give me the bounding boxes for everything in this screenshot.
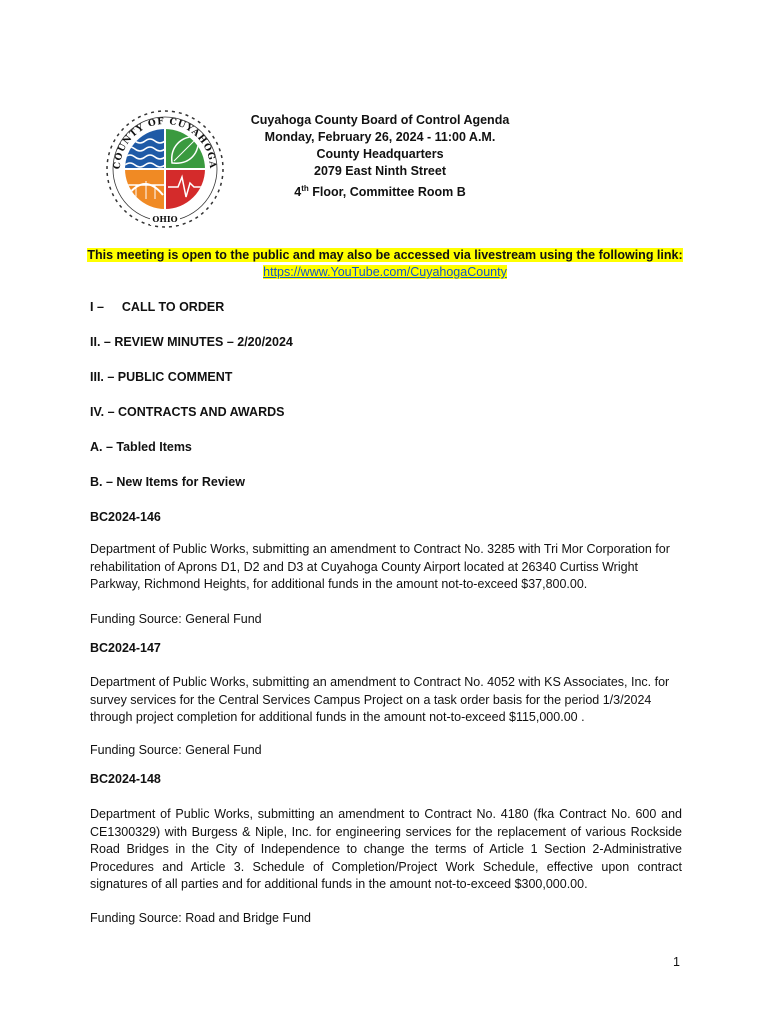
seal-top-text: COUNTY OF CUYAHOGA	[112, 116, 218, 170]
seal-bottom-text: OHIO	[152, 214, 178, 224]
meeting-address: 2079 East Ninth Street	[314, 164, 446, 178]
meeting-floor: 4th Floor, Committee Room B	[294, 184, 466, 200]
section-public-comment: III. – PUBLIC COMMENT	[90, 370, 233, 384]
section-call-to-order: I – CALL TO ORDER	[90, 300, 225, 314]
notice-text: This meeting is open to the public and may also be accessed via livestream using the following link:	[87, 248, 683, 262]
agenda-title: Cuyahoga County Board of Control Agenda	[250, 113, 510, 127]
meeting-date-time: Monday, February 26, 2024 - 11:00 A.M.	[264, 130, 496, 144]
section-tabled-items: A. – Tabled Items	[90, 440, 192, 454]
item-description: Department of Public Works, submitting an amendment to Contract No. 3285 with Tri Mor Corporation for rehabilitation of Aprons D1, D2 and D3 at Cuyahoga County Airport located at 26340 Curtiss Wright Parkway, Richmond Heights, for additional funds in the amount not-to-exceed $37,800.00.	[90, 542, 670, 591]
page-number: 1	[673, 955, 680, 969]
item-funding: Funding Source: General Fund	[90, 743, 262, 757]
section-new-items: B. – New Items for Review	[90, 475, 245, 489]
item-description: Department of Public Works, submitting an amendment to Contract No. 4180 (fka Contract No. 600 and CE1300329) with Burgess & Niple, Inc. for engineering services for the replacement of various Rockside Road Bridges in the City of Independence to change the terms of Article 1 Section 2-Administrative Procedures and Article 3. Schedule of Completion/Project Work Schedule, effective upon contract signatures of all parties and for additional funds in the amount not-to-exceed $300,000.00.	[90, 807, 682, 891]
livestream-link[interactable]: https://www.YouTube.com/CuyahogaCounty	[263, 265, 507, 279]
item-funding: Funding Source: Road and Bridge Fund	[90, 911, 311, 925]
section-review-minutes: II. – REVIEW MINUTES – 2/20/2024	[90, 335, 293, 349]
item-description: Department of Public Works, submitting an amendment to Contract No. 4052 with KS Associates, Inc. for survey services for the Central Services Campus Project on a task order basis for the period 1/3/2024 through project completion for additional funds in the amount not-to-exceed $115,000.00 .	[90, 675, 670, 724]
item-id: BC2024-147	[90, 641, 161, 655]
section-contracts-awards: IV. – CONTRACTS AND AWARDS	[90, 405, 285, 419]
item-id: BC2024-148	[90, 772, 161, 786]
item-id: BC2024-146	[90, 510, 161, 524]
county-seal-logo	[100, 103, 230, 229]
meeting-location: County Headquarters	[316, 147, 444, 161]
county-seal-icon	[100, 103, 230, 229]
livestream-notice	[60, 247, 710, 281]
agenda-header	[230, 112, 530, 201]
item-funding: Funding Source: General Fund	[90, 612, 262, 626]
